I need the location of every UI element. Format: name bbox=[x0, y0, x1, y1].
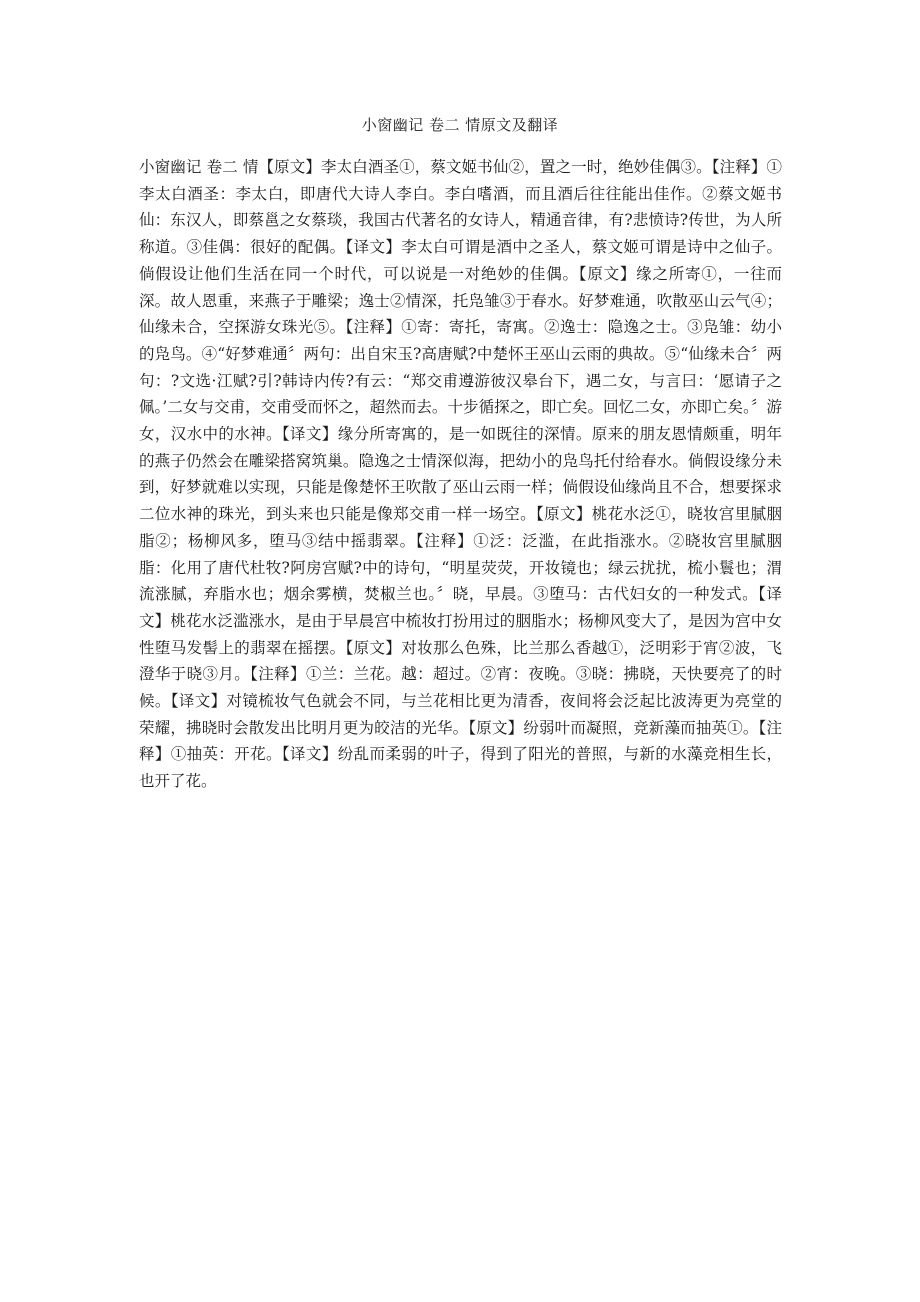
document-title: 小窗幽记 卷二 情原文及翻译 bbox=[361, 116, 559, 134]
document-body-text: 小窗幽记 卷二 情【原文】李太白酒圣①，蔡文姬书仙②，置之一时，绝妙佳偶③。【注释】①李太白酒圣：李太白，即唐代大诗人李白。李白嗜酒，而且酒后往往能出佳作。②蔡文姬书仙：东汉人，即蔡邕之女蔡琰，我国古代著名的女诗人，精通音律，有?悲愤诗?传世，为人所称道。③佳偶：很好的配偶。【译文】李太白可谓是酒中之圣人，蔡文姬可谓是诗中之仙子。倘假设让他们生活在同一个时代，可以说是一对绝妙的佳偶。【原文】缘之所寄①，一往而深。故人恩重，来燕子于雕梁；逸士②情深，托凫雏③于春水。好梦难通，吹散巫山云气④；仙缘未合，空探游女珠光⑤。【注释】①寄：寄托，寄寓。②逸士：隐逸之士。③凫雏：幼小的凫鸟。④“好梦难通〞两句：出自宋玉?高唐赋?中楚怀王巫山云雨的典故。⑤“仙缘未合〞两句：?文选·江赋?引?韩诗内传?有云：“郑交甫遵游彼汉皋台下，遇二女，与言曰：‘愿请子之佩。’二女与交甫，交甫受而怀之，超然而去。十步循探之，即亡矣。回忆二女，亦即亡矣。〞游女，汉水中的水神。【译文】缘分所寄寓的，是一如既往的深情。原来的朋友恩情颇重，明年的燕子仍然会在雕梁搭窝筑巢。隐逸之士情深似海，把幼小的凫鸟托付给春水。倘假设缘分未到，好梦就难以实现，只能是像楚怀王吹散了巫山云雨一样；倘假设仙缘尚且不合，想要探求二位水神的珠光，到头来也只能是像郑交甫一样一场空。【原文】桃花水泛①，晓妆宫里腻胭脂②；杨柳风多，堕马③结中摇翡翠。【注释】①泛：泛滥，在此指涨水。②晓妆宫里腻胭脂：化用了唐代杜牧?阿房宫赋?中的诗句，“明星荧荧，开妆镜也；绿云扰扰，梳小鬟也；渭流涨腻，弃脂水也；烟余雾横，焚椒兰也。〞晓，早晨。③堕马：古代妇女的一种发式。【译文】桃花水泛滥涨水，是由于早晨宫中梳妆打扮用过的胭脂水；杨柳风变大了，是因为宫中女性堕马发髻上的翡翠在摇摆。【原文】对妆那么色殊，比兰那么香越①，泛明彩于宵②波，飞澄华于晓③月。【注释】①兰：兰花。越：超过。②宵：夜晚。③晓：拂晓，天快要亮了的时候。【译文】对镜梳妆气色就会不同，与兰花相比更为清香，夜间将会泛起比波涛更为亮堂的荣耀，拂晓时会散发出比明月更为皎洁的光华。【原文】纷弱叶而凝照，竞新藻而抽英①。【注释】①抽英：开花。【译文】纷乱而柔弱的叶子，得到了阳光的普照，与新的水藻竞相生长，也开了花。 bbox=[139, 158, 782, 791]
